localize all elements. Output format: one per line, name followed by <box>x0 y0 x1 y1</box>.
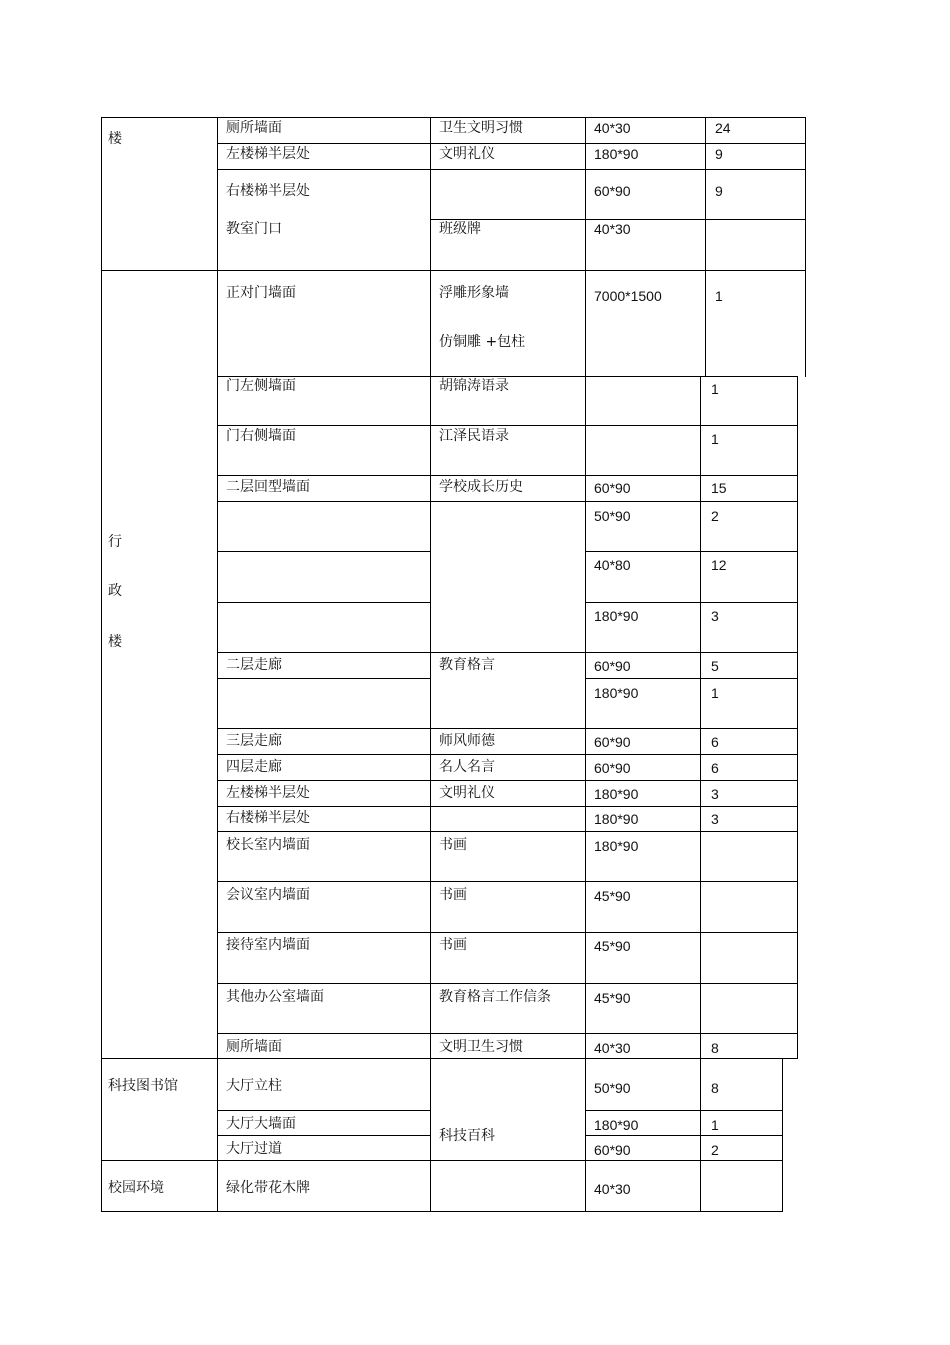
table-rule-horizontal <box>217 652 798 653</box>
table-rule-horizontal <box>217 881 798 882</box>
table-rule-horizontal <box>217 983 798 984</box>
cell-location: 大厅大墙面 <box>226 1116 296 1132</box>
table-rule-vertical <box>585 117 586 1212</box>
cell-quantity: 5 <box>711 658 719 674</box>
cell-content: 书画 <box>439 837 467 853</box>
cell-content: 文明卫生习惯 <box>439 1039 523 1055</box>
cell-size: 60*90 <box>594 734 631 750</box>
cell-content: 科技百科 <box>439 1128 495 1144</box>
table-rule-vertical <box>797 376 798 1059</box>
cell-content: 江泽民语录 <box>439 428 509 444</box>
table-rule-horizontal <box>585 551 798 552</box>
cell-size: 60*90 <box>594 658 631 674</box>
table-rule-horizontal <box>217 754 798 755</box>
table-rule-horizontal <box>101 117 806 118</box>
cell-location: 会议室内墙面 <box>226 887 310 903</box>
cell-size: 40*30 <box>594 1040 631 1056</box>
cell-size: 60*90 <box>594 760 631 776</box>
table-rule-horizontal <box>217 831 798 832</box>
cell-content: 书画 <box>439 937 467 953</box>
cell-quantity: 8 <box>711 1080 719 1096</box>
cell-quantity: 2 <box>711 1142 719 1158</box>
cell-size: 40*30 <box>594 221 631 237</box>
cell-location: 其他办公室墙面 <box>226 989 324 1005</box>
section-label-admin-char: 政 <box>108 583 122 599</box>
cell-location: 门左侧墙面 <box>226 378 296 394</box>
cell-quantity: 3 <box>711 608 719 624</box>
cell-content: 师风师德 <box>439 733 495 749</box>
table-rule-horizontal <box>430 219 806 220</box>
cell-location: 正对门墙面 <box>226 285 296 301</box>
table-rule-vertical <box>705 117 706 377</box>
cell-size: 180*90 <box>594 608 639 624</box>
cell-content: 浮雕形象墙 <box>439 285 509 301</box>
cell-content: 教育格言工作信条 <box>439 989 551 1005</box>
cell-quantity: 1 <box>711 431 719 447</box>
table-rule-vertical <box>101 117 102 1212</box>
cell-content: 文明礼仪 <box>439 785 495 801</box>
cell-quantity: 8 <box>711 1040 719 1056</box>
cell-size: 60*90 <box>594 1142 631 1158</box>
table-rule-horizontal <box>101 1211 783 1212</box>
table-rule-vertical <box>700 376 701 1161</box>
table-rule-horizontal <box>217 806 798 807</box>
cell-quantity: 6 <box>711 734 719 750</box>
cell-content: 班级牌 <box>439 221 481 237</box>
table-rule-horizontal <box>217 1033 798 1034</box>
table-rule-vertical <box>700 1160 701 1212</box>
cell-location: 左楼梯半层处 <box>226 785 310 801</box>
cell-location: 三层走廊 <box>226 733 282 749</box>
table-rule-vertical <box>805 117 806 377</box>
cell-location: 绿化带花木牌 <box>226 1180 310 1196</box>
cell-content: 卫生文明习惯 <box>439 120 523 136</box>
cell-quantity: 12 <box>711 557 727 573</box>
cell-size: 50*90 <box>594 508 631 524</box>
cell-location: 接待室内墙面 <box>226 937 310 953</box>
table-rule-horizontal <box>217 932 798 933</box>
cell-quantity: 2 <box>711 508 719 524</box>
table-rule-horizontal <box>217 475 798 476</box>
cell-size: 45*90 <box>594 938 631 954</box>
cell-location: 左楼梯半层处 <box>226 146 310 162</box>
table-rule-horizontal <box>217 551 431 552</box>
table-rule-horizontal <box>585 1135 783 1136</box>
cell-location: 厕所墙面 <box>226 120 282 136</box>
table-rule-horizontal <box>217 1110 431 1111</box>
cell-quantity: 15 <box>711 480 727 496</box>
cell-size: 180*90 <box>594 1117 639 1133</box>
table-rule-horizontal <box>217 143 806 144</box>
cell-quantity: 1 <box>711 685 719 701</box>
table-rule-horizontal <box>101 270 806 271</box>
table-rule-horizontal <box>217 1135 431 1136</box>
table-rule-horizontal <box>585 602 798 603</box>
cell-size: 45*90 <box>594 888 631 904</box>
cell-size: 40*80 <box>594 557 631 573</box>
cell-quantity: 1 <box>711 1117 719 1133</box>
table-rule-vertical <box>430 117 431 1212</box>
table-rule-vertical <box>782 1058 783 1212</box>
table-rule-horizontal <box>585 1110 783 1111</box>
cell-size: 60*90 <box>594 183 631 199</box>
cell-size: 40*30 <box>594 1181 631 1197</box>
cell-size: 180*90 <box>594 146 639 162</box>
cell-quantity: 24 <box>715 120 731 136</box>
section-label-library: 科技图书馆 <box>108 1078 178 1094</box>
cell-quantity: 1 <box>711 381 719 397</box>
cell-location: 厕所墙面 <box>226 1039 282 1055</box>
cell-size: 60*90 <box>594 480 631 496</box>
cell-content: 教育格言 <box>439 657 495 673</box>
cell-size: 180*90 <box>594 685 639 701</box>
table-rule-vertical <box>217 117 218 1212</box>
cell-content: 名人名言 <box>439 759 495 775</box>
cell-location: 四层走廊 <box>226 759 282 775</box>
cell-location: 右楼梯半层处 <box>226 810 310 826</box>
cell-content: 书画 <box>439 887 467 903</box>
cell-size: 7000*1500 <box>594 288 662 304</box>
table-rule-horizontal <box>101 1058 798 1059</box>
cell-quantity: 6 <box>711 760 719 776</box>
table-rule-horizontal <box>217 728 798 729</box>
table-rule-horizontal <box>217 169 806 170</box>
table-rule-horizontal <box>217 678 431 679</box>
cell-location: 门右侧墙面 <box>226 428 296 444</box>
table-rule-horizontal <box>585 678 798 679</box>
cell-location: 校长室内墙面 <box>226 837 310 853</box>
cell-quantity: 3 <box>711 811 719 827</box>
cell-location: 二层走廊 <box>226 657 282 673</box>
cell-size: 40*30 <box>594 120 631 136</box>
cell-content: 学校成长历史 <box>439 479 523 495</box>
cell-content-line2: 仿铜雕 +包柱 <box>439 334 526 350</box>
section-label-campus: 校园环境 <box>108 1180 164 1196</box>
section-label-admin-char: 楼 <box>108 634 122 650</box>
cell-location: 右楼梯半层处 <box>226 183 310 199</box>
cell-location: 二层回型墙面 <box>226 479 310 495</box>
table-rule-horizontal <box>217 501 798 502</box>
table-rule-horizontal <box>217 602 431 603</box>
table-rule-horizontal <box>101 1160 783 1161</box>
cell-size: 180*90 <box>594 786 639 802</box>
cell-quantity: 9 <box>715 183 723 199</box>
cell-quantity: 3 <box>711 786 719 802</box>
cell-content: 文明礼仪 <box>439 146 495 162</box>
cell-quantity: 1 <box>715 288 723 304</box>
cell-location: 大厅立柱 <box>226 1078 282 1094</box>
section-label-teaching: 楼 <box>108 131 122 147</box>
cell-size: 50*90 <box>594 1080 631 1096</box>
table-rule-horizontal <box>217 376 798 377</box>
cell-size: 180*90 <box>594 811 639 827</box>
cell-location: 大厅过道 <box>226 1141 282 1157</box>
cell-size: 45*90 <box>594 990 631 1006</box>
cell-size: 180*90 <box>594 838 639 854</box>
table-rule-horizontal <box>217 425 798 426</box>
table-rule-horizontal <box>217 780 798 781</box>
cell-location: 教室门口 <box>226 221 282 237</box>
cell-content: 胡锦涛语录 <box>439 378 509 394</box>
cell-quantity: 9 <box>715 146 723 162</box>
section-label-admin-char: 行 <box>108 534 122 550</box>
